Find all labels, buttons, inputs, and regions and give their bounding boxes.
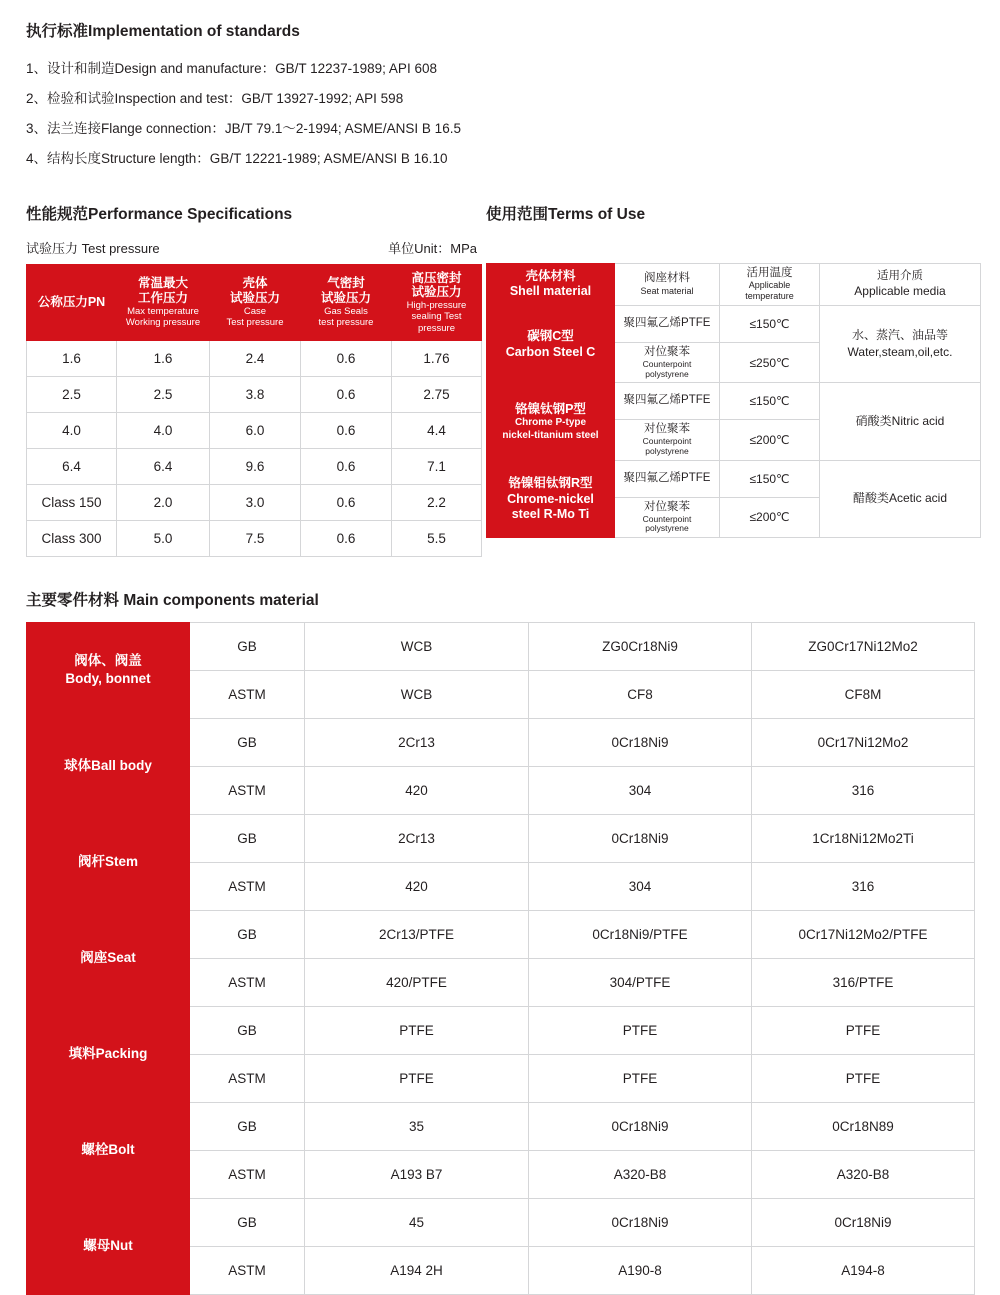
performance-heading bbox=[26, 205, 481, 225]
cell-material-2: A190-8 bbox=[529, 1246, 752, 1294]
seat-zh: 对位聚苯 bbox=[644, 423, 690, 436]
cell-part-name: 填料Packing bbox=[27, 1006, 190, 1102]
cell-material-1: WCB bbox=[305, 670, 529, 718]
cell-max-working: 1.6 bbox=[117, 340, 210, 376]
cell-max-working: 2.5 bbox=[117, 376, 210, 412]
hdr-zh: 阀座材料 bbox=[644, 272, 690, 285]
table-row bbox=[487, 306, 981, 343]
cell-seat-material bbox=[615, 420, 720, 460]
table-row bbox=[27, 520, 482, 556]
cell-material-2: 304/PTFE bbox=[529, 958, 752, 1006]
table-row bbox=[487, 383, 981, 420]
performance-heading-zh: 性能规范 bbox=[26, 205, 89, 223]
cell-material-3: ZG0Cr17Ni12Mo2 bbox=[752, 622, 975, 670]
cell-pn: 6.4 bbox=[27, 448, 117, 484]
cell-material-1: PTFE bbox=[305, 1054, 529, 1102]
cell-high-pressure: 2.2 bbox=[392, 484, 482, 520]
cell-max-working: 6.4 bbox=[117, 448, 210, 484]
cell-material-3: A194-8 bbox=[752, 1246, 975, 1294]
cell-standard: ASTM bbox=[190, 862, 305, 910]
cell-material-2: PTFE bbox=[529, 1006, 752, 1054]
hdr-en: Gas Seals test pressure bbox=[318, 305, 374, 328]
cell-pn: Class 300 bbox=[27, 520, 117, 556]
cell-standard: GB bbox=[190, 1102, 305, 1150]
cell-material-1: 45 bbox=[305, 1198, 529, 1246]
col-header-applicable-media bbox=[820, 263, 981, 305]
col-header-gas-seal-test-pressure bbox=[301, 264, 392, 340]
cell-shell-material bbox=[487, 306, 615, 383]
cell-standard: GB bbox=[190, 814, 305, 862]
hdr-zh: 适用介质 bbox=[877, 270, 923, 283]
col-header-seat-material bbox=[615, 263, 720, 305]
cell-part-name bbox=[27, 622, 190, 718]
unit-label: 单位Unit：MPa bbox=[388, 240, 477, 256]
performance-heading-en: Performance Specifications bbox=[88, 205, 293, 223]
cell-standard: ASTM bbox=[190, 1246, 305, 1294]
cell-case-test: 2.4 bbox=[210, 340, 301, 376]
hdr-en: Seat material bbox=[640, 285, 694, 296]
cell-gas-seal: 0.6 bbox=[301, 412, 392, 448]
table-row bbox=[27, 412, 482, 448]
table-row bbox=[27, 376, 482, 412]
cell-pn: Class 150 bbox=[27, 484, 117, 520]
cell-max-working: 5.0 bbox=[117, 520, 210, 556]
material-zh: 碳钢C型 bbox=[527, 328, 574, 343]
seat-en: Counterpoint polystyrene bbox=[642, 513, 692, 534]
cell-high-pressure: 7.1 bbox=[392, 448, 482, 484]
cell-material-1: 35 bbox=[305, 1102, 529, 1150]
standards-heading-en: Implementation of standards bbox=[88, 23, 300, 40]
table-row bbox=[27, 340, 482, 376]
cell-material-3: 0Cr18N89 bbox=[752, 1102, 975, 1150]
cell-material-2: 0Cr18Ni9 bbox=[529, 1198, 752, 1246]
col-header-pn-zh: 公称压力PN bbox=[37, 294, 106, 309]
hdr-zh: 壳体 试验压力 bbox=[229, 276, 280, 305]
cell-material-3: 1Cr18Ni12Mo2Ti bbox=[752, 814, 975, 862]
cell-high-pressure: 5.5 bbox=[392, 520, 482, 556]
cell-temperature: ≤250℃ bbox=[720, 343, 820, 383]
components-heading-en: Main components material bbox=[123, 591, 319, 609]
cell-gas-seal: 0.6 bbox=[301, 340, 392, 376]
seat-zh: 对位聚苯 bbox=[644, 346, 690, 359]
cell-seat-material bbox=[615, 497, 720, 537]
list-item: 2、检验和试验Inspection and test：GB/T 13927-1992; API 598 bbox=[26, 91, 404, 107]
cell-media: 醋酸类Acetic acid bbox=[820, 460, 981, 537]
cell-material-1: 2Cr13 bbox=[305, 718, 529, 766]
hdr-zh: 壳体材料 bbox=[525, 269, 576, 284]
cell-material-3: 316 bbox=[752, 862, 975, 910]
table-row bbox=[27, 622, 975, 670]
cell-material-3: 316/PTFE bbox=[752, 958, 975, 1006]
cell-material-1: A193 B7 bbox=[305, 1150, 529, 1198]
table-row bbox=[27, 1102, 975, 1150]
cell-material-2: 304 bbox=[529, 862, 752, 910]
material-en: Chrome P-type nickel-titanium steel bbox=[502, 417, 599, 441]
cell-pn: 2.5 bbox=[27, 376, 117, 412]
list-item: 4、结构长度Structure length：GB/T 12221-1989; ASME/ANSI B 16.10 bbox=[26, 151, 448, 167]
cell-standard: ASTM bbox=[190, 958, 305, 1006]
cell-material-3: PTFE bbox=[752, 1006, 975, 1054]
col-header-case-test-pressure bbox=[210, 264, 301, 340]
col-header-applicable-temperature bbox=[720, 263, 820, 305]
table-row bbox=[27, 814, 975, 862]
terms-heading-zh: 使用范围 bbox=[486, 205, 549, 223]
cell-seat-material bbox=[615, 343, 720, 383]
cell-standard: GB bbox=[190, 1006, 305, 1054]
table-row bbox=[27, 484, 482, 520]
terms-of-use-table bbox=[486, 263, 981, 538]
cell-material-2: A320-B8 bbox=[529, 1150, 752, 1198]
cell-material-3: A320-B8 bbox=[752, 1150, 975, 1198]
test-pressure-table bbox=[26, 264, 482, 557]
hdr-zh: 气密封 试验压力 bbox=[320, 276, 371, 305]
specs-row bbox=[26, 205, 974, 557]
components-heading bbox=[26, 591, 974, 611]
cell-media: 硝酸类Nitric acid bbox=[820, 383, 981, 460]
cell-material-3: 0Cr18Ni9 bbox=[752, 1198, 975, 1246]
cell-shell-material bbox=[487, 460, 615, 537]
standards-heading bbox=[26, 22, 974, 42]
cell-material-1: 2Cr13/PTFE bbox=[305, 910, 529, 958]
hdr-en: Applicable media bbox=[854, 284, 946, 299]
table-header-row bbox=[27, 264, 482, 340]
hdr-en: Max temperature Working pressure bbox=[125, 305, 201, 328]
list-item: 1、设计和制造Design and manufacture：GB/T 12237-1989; API 608 bbox=[26, 61, 437, 77]
cell-standard: ASTM bbox=[190, 766, 305, 814]
cell-seat-material: 聚四氟乙烯PTFE bbox=[615, 460, 720, 497]
cell-material-2: 0Cr18Ni9 bbox=[529, 814, 752, 862]
cell-part-name: 螺栓Bolt bbox=[27, 1102, 190, 1198]
cell-standard: GB bbox=[190, 718, 305, 766]
cell-temperature: ≤200℃ bbox=[720, 420, 820, 460]
cell-part-name: 螺母Nut bbox=[27, 1198, 190, 1294]
cell-case-test: 3.0 bbox=[210, 484, 301, 520]
cell-part-name: 球体Ball body bbox=[27, 718, 190, 814]
cell-material-1: 420 bbox=[305, 862, 529, 910]
hdr-en: Applicable temperature bbox=[745, 280, 794, 302]
table-row bbox=[27, 1006, 975, 1054]
cell-shell-material bbox=[487, 383, 615, 460]
cell-part-name: 阀座Seat bbox=[27, 910, 190, 1006]
hdr-zh: 活用温度 bbox=[746, 266, 793, 279]
hdr-en: Case Test pressure bbox=[226, 305, 284, 328]
cell-standard: ASTM bbox=[190, 670, 305, 718]
material-en: Carbon Steel C bbox=[505, 344, 596, 359]
main-components-table bbox=[26, 622, 975, 1295]
cell-material-3: 0Cr17Ni12Mo2 bbox=[752, 718, 975, 766]
cell-standard: ASTM bbox=[190, 1054, 305, 1102]
seat-zh: 对位聚苯 bbox=[644, 500, 690, 513]
table-row bbox=[27, 448, 482, 484]
cell-standard: GB bbox=[190, 1198, 305, 1246]
cell-high-pressure: 2.75 bbox=[392, 376, 482, 412]
cell-temperature: ≤150℃ bbox=[720, 460, 820, 497]
cell-case-test: 6.0 bbox=[210, 412, 301, 448]
hdr-en: High-pressure sealing Test pressure bbox=[406, 300, 467, 334]
hdr-zh: 高压密封 试验压力 bbox=[411, 270, 462, 300]
col-header-max-working-pressure bbox=[117, 264, 210, 340]
cell-high-pressure: 4.4 bbox=[392, 412, 482, 448]
cell-material-3: CF8M bbox=[752, 670, 975, 718]
cell-seat-material: 聚四氟乙烯PTFE bbox=[615, 383, 720, 420]
cell-material-1: WCB bbox=[305, 622, 529, 670]
standards-section bbox=[26, 22, 974, 175]
cell-material-1: 2Cr13 bbox=[305, 814, 529, 862]
cell-max-working: 2.0 bbox=[117, 484, 210, 520]
cell-material-1: 420 bbox=[305, 766, 529, 814]
table-row bbox=[27, 910, 975, 958]
cell-material-1: PTFE bbox=[305, 1006, 529, 1054]
cell-material-1: A194 2H bbox=[305, 1246, 529, 1294]
cell-material-2: 0Cr18Ni9/PTFE bbox=[529, 910, 752, 958]
media-en: Water,steam,oil,etc. bbox=[847, 345, 953, 360]
cell-gas-seal: 0.6 bbox=[301, 448, 392, 484]
material-zh: 铬镍钼钛钢R型 bbox=[508, 475, 593, 490]
cell-material-1: 420/PTFE bbox=[305, 958, 529, 1006]
cell-gas-seal: 0.6 bbox=[301, 520, 392, 556]
cell-material-2: ZG0Cr18Ni9 bbox=[529, 622, 752, 670]
cell-material-2: 304 bbox=[529, 766, 752, 814]
table-row bbox=[27, 1198, 975, 1246]
part-en: Body, bonnet bbox=[65, 671, 151, 687]
cell-material-3: 0Cr17Ni12Mo2/PTFE bbox=[752, 910, 975, 958]
seat-en: Counterpoint polystyrene bbox=[642, 436, 692, 456]
media-zh: 水、蒸汽、油品等 bbox=[851, 327, 948, 342]
table-row bbox=[487, 460, 981, 497]
standards-heading-zh: 执行标准 bbox=[26, 23, 89, 40]
hdr-en: Shell material bbox=[509, 284, 592, 299]
hdr-zh: 常温最大 工作压力 bbox=[137, 276, 188, 305]
cell-gas-seal: 0.6 bbox=[301, 484, 392, 520]
table-row bbox=[27, 718, 975, 766]
material-en: Chrome-nickel steel R-Mo Ti bbox=[507, 491, 594, 522]
cell-material-3: 316 bbox=[752, 766, 975, 814]
terms-heading-en: Terms of Use bbox=[548, 205, 646, 223]
cell-material-2: PTFE bbox=[529, 1054, 752, 1102]
col-header-high-pressure-sealing bbox=[392, 264, 482, 340]
cell-case-test: 9.6 bbox=[210, 448, 301, 484]
cell-part-name: 阀杆Stem bbox=[27, 814, 190, 910]
cell-pn: 1.6 bbox=[27, 340, 117, 376]
cell-standard: GB bbox=[190, 910, 305, 958]
cell-standard: GB bbox=[190, 622, 305, 670]
standards-list bbox=[26, 54, 974, 174]
cell-pn: 4.0 bbox=[27, 412, 117, 448]
cell-material-2: CF8 bbox=[529, 670, 752, 718]
material-zh: 铬镍钛钢P型 bbox=[515, 401, 586, 416]
cell-temperature: ≤150℃ bbox=[720, 383, 820, 420]
col-header-shell-material bbox=[487, 263, 615, 305]
cell-high-pressure: 1.76 bbox=[392, 340, 482, 376]
table-header-row bbox=[487, 263, 981, 305]
cell-standard: ASTM bbox=[190, 1150, 305, 1198]
cell-max-working: 4.0 bbox=[117, 412, 210, 448]
part-zh: 阀体、阀盖 bbox=[74, 652, 142, 668]
cell-material-3: PTFE bbox=[752, 1054, 975, 1102]
test-pressure-label: 试验压力 Test pressure bbox=[26, 240, 160, 256]
components-section bbox=[26, 591, 974, 1295]
performance-section bbox=[26, 205, 481, 557]
col-header-pn bbox=[27, 264, 117, 340]
terms-heading bbox=[486, 205, 980, 225]
terms-section bbox=[486, 205, 980, 557]
cell-material-2: 0Cr18Ni9 bbox=[529, 1102, 752, 1150]
cell-case-test: 3.8 bbox=[210, 376, 301, 412]
components-heading-zh: 主要零件材料 bbox=[26, 591, 120, 609]
cell-media bbox=[820, 306, 981, 383]
cell-temperature: ≤200℃ bbox=[720, 497, 820, 537]
cell-temperature: ≤150℃ bbox=[720, 306, 820, 343]
cell-material-2: 0Cr18Ni9 bbox=[529, 718, 752, 766]
list-item: 3、法兰连接Flange connection：JB/T 79.1～2-1994; ASME/ANSI B 16.5 bbox=[26, 121, 461, 137]
performance-subheader bbox=[26, 238, 481, 257]
seat-en: Counterpoint polystyrene bbox=[642, 358, 692, 379]
cell-gas-seal: 0.6 bbox=[301, 376, 392, 412]
cell-case-test: 7.5 bbox=[210, 520, 301, 556]
cell-seat-material: 聚四氟乙烯PTFE bbox=[615, 306, 720, 343]
